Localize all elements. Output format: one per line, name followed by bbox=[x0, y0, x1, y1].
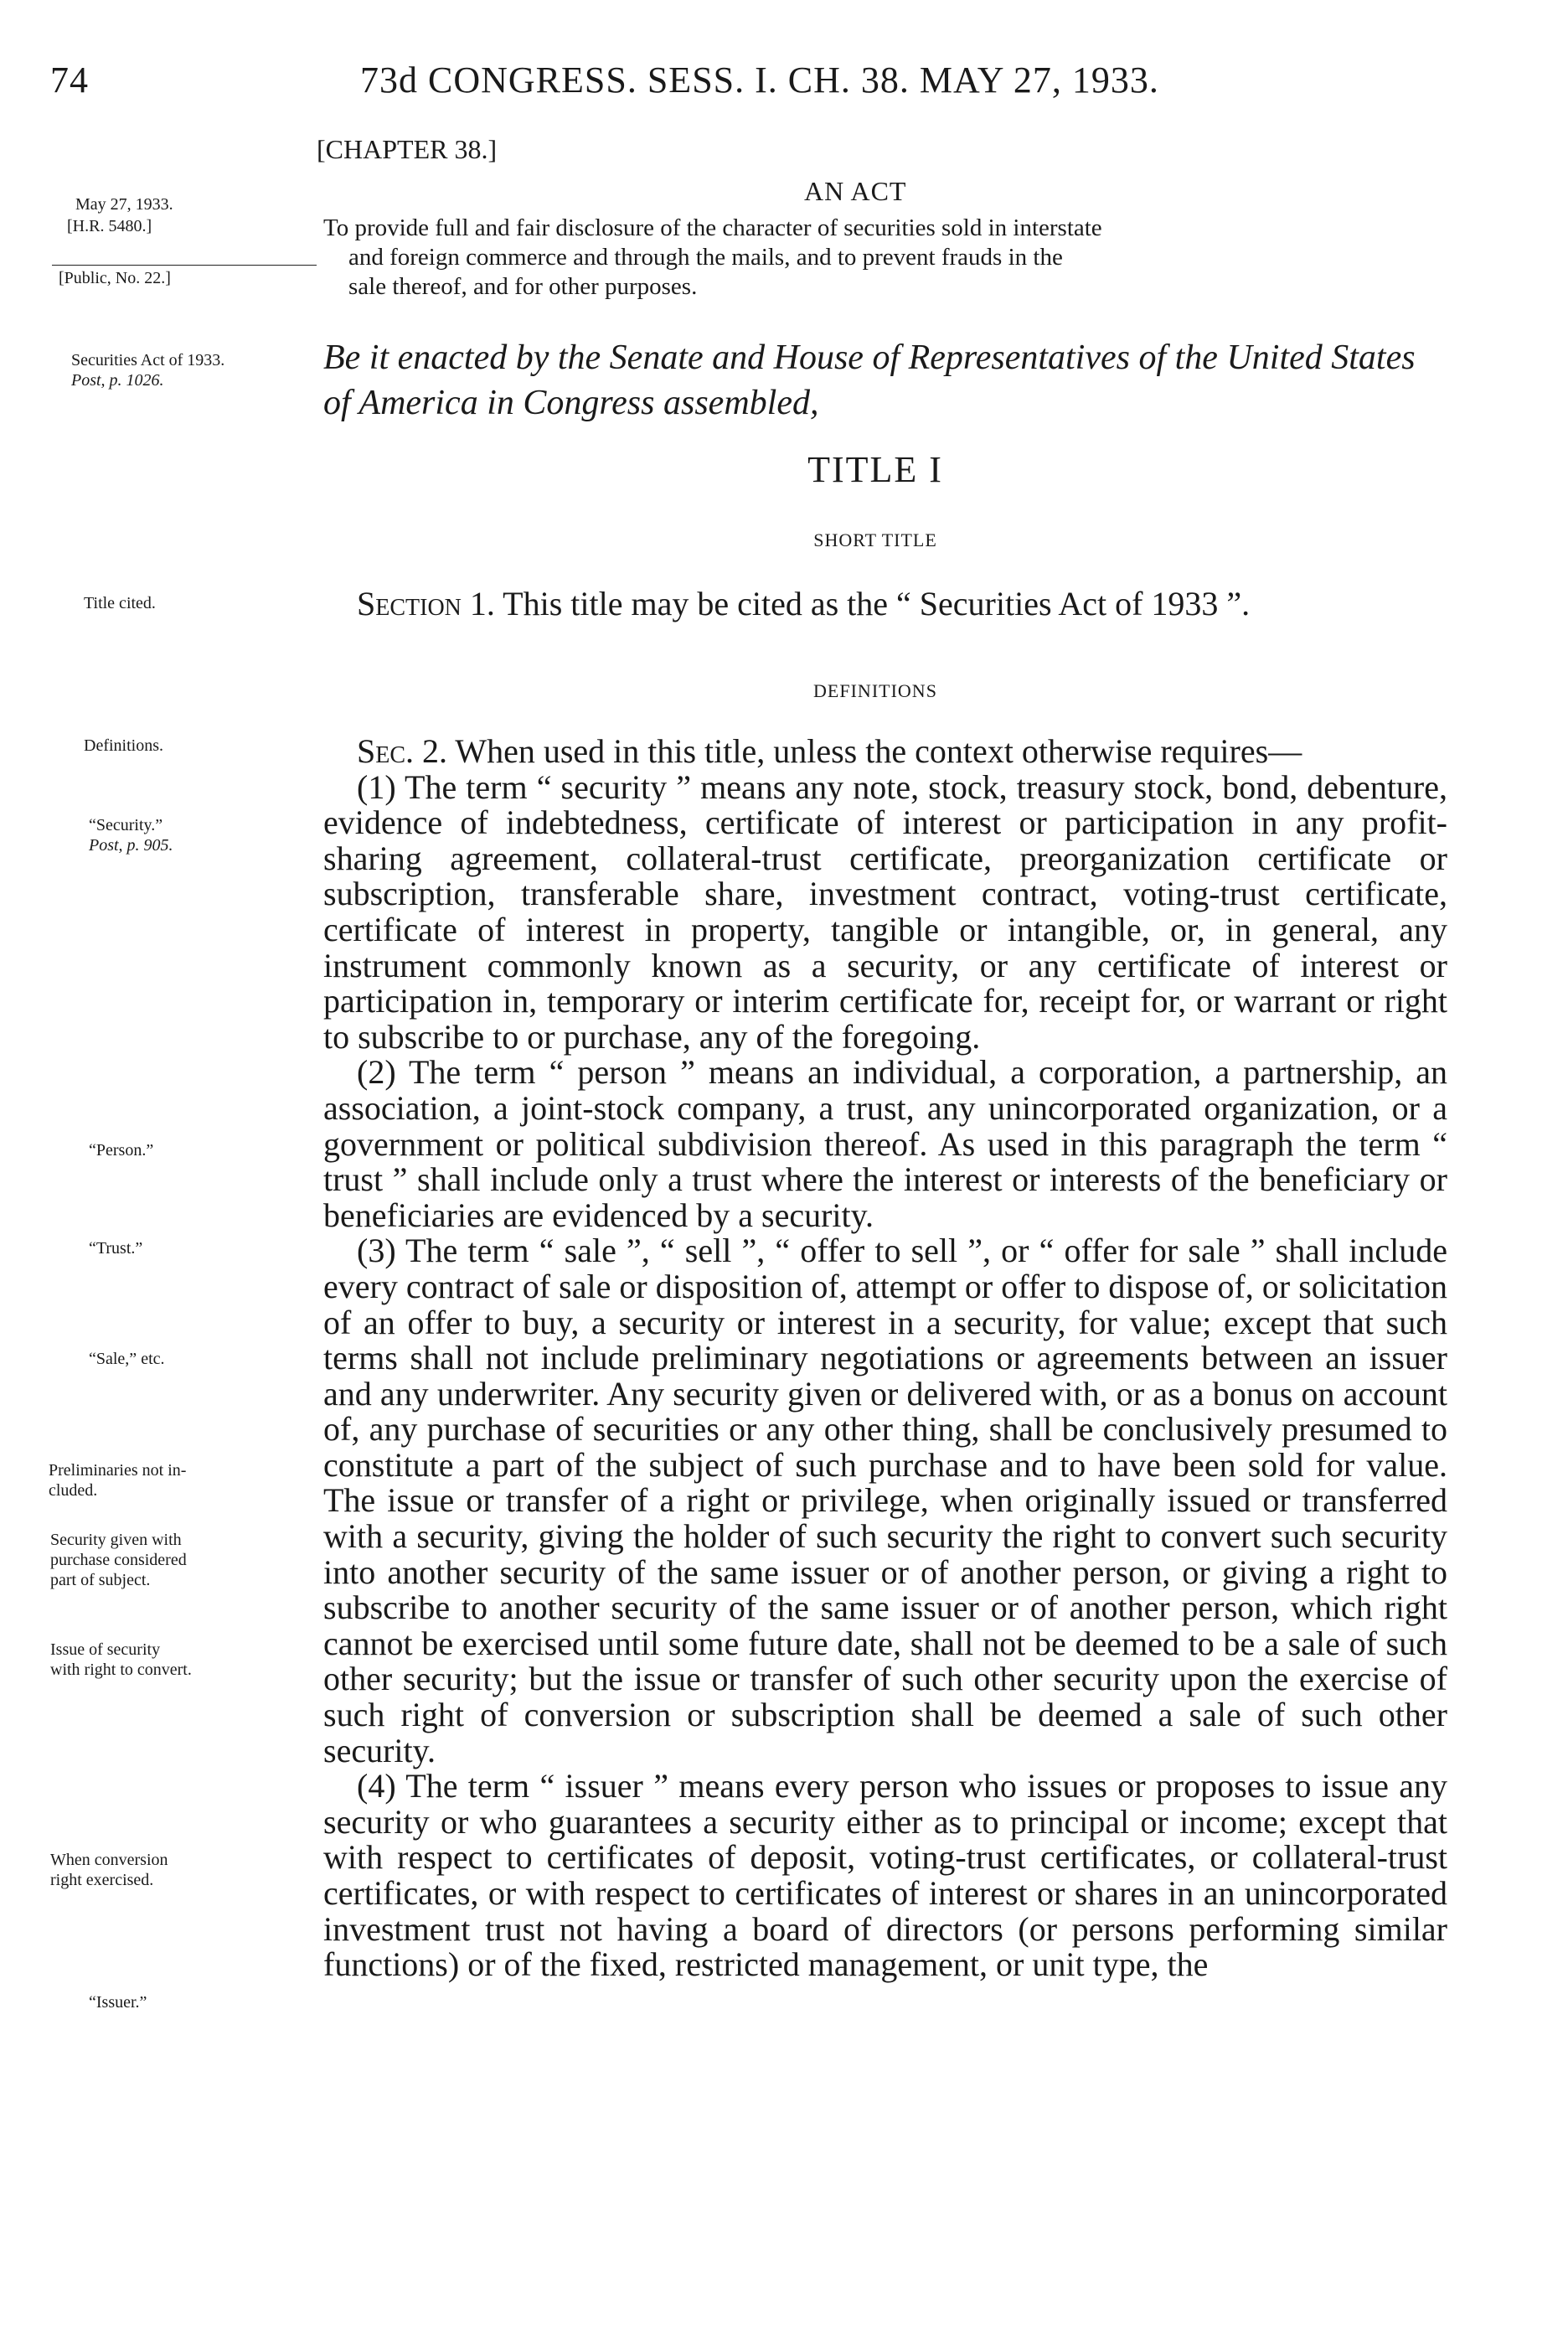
enacting-clause: Be it enacted by the Senate and House of Representatives of the United States of America in Congress assembled, bbox=[323, 338, 1416, 422]
section-intro: 2. When used in this title, unless the context otherwise requires— bbox=[422, 732, 1302, 770]
margin-definitions: Definitions. bbox=[84, 736, 163, 755]
purpose-line: sale thereof, and for other purposes. bbox=[348, 273, 698, 300]
margin-trust: “Trust.” bbox=[89, 1239, 143, 1258]
section-text: 1. This title may be cited as the “ Securities Act of 1933 ”. bbox=[469, 585, 1251, 622]
purpose-line: To provide full and fair disclosure of the character of securities sold in interstate bbox=[323, 214, 1102, 241]
definitions-heading: DEFINITIONS bbox=[813, 680, 937, 701]
margin-convert: Issue of security with right to convert. bbox=[50, 1640, 192, 1679]
paragraph-2: (2) The term “ person ” means an individual, a corporation, a partnership, an association, a joint-stock company, a trust, any unincorporated organization, or a government or political subdivision thereof. As used in this paragraph the term “ trust ” shall include only a trust where the interest or interests of the beneficiary or beneficiaries are evidenced by a security. bbox=[323, 1053, 1447, 1234]
margin-bonus: Security given with purchase considered part of subject. bbox=[50, 1531, 187, 1589]
margin-rule bbox=[52, 265, 317, 266]
chapter-label: [CHAPTER 38.] bbox=[317, 134, 498, 164]
paragraph-3: (3) The term “ sale ”, “ sell ”, “ offer to sell ”, or “ offer for sale ” shall include every contract of sale or disposition of, attempt or offer to dispose of, or solicitation of an offer to buy, a security or interest in a security, for value; except that such terms shall not include preliminary negotiations or agreements between an issuer and any underwriter. Any security given or delivered with, or as a bonus on account of, any purchase of securities or any other thing, shall be conclusively presumed to constitute a part of the subject of such purchase and to have been sold for value. The issue or transfer of a right or privilege, when originally issued or transferred with a security, giving the holder of such security the right to convert such security into another security of the same issuer or of another person, or giving a right to subscribe to another security of the same issuer or of another person, which right cannot be exercised until some future date, shall not be deemed to be a sale of such other security; but the issue or transfer of such other security upon the exercise of such right of conversion or subscription shall be deemed a sale of such other security. bbox=[323, 1232, 1447, 1769]
margin-date: May 27, 1933. bbox=[75, 195, 173, 214]
margin-issuer: “Issuer.” bbox=[89, 1993, 147, 2012]
section-1 bbox=[323, 586, 1447, 622]
page-number: 74 bbox=[50, 59, 89, 101]
margin-person: “Person.” bbox=[89, 1141, 154, 1160]
act-label: AN ACT bbox=[804, 176, 907, 206]
margin-conversion: When conversion right exercised. bbox=[50, 1851, 168, 1889]
running-head: 73d CONGRESS. SESS. I. CH. 38. MAY 27, 1933. bbox=[360, 59, 1159, 101]
section-label: Sec. bbox=[357, 732, 415, 770]
purpose-line: and foreign commerce and through the mails, and to prevent frauds in the bbox=[348, 244, 1063, 271]
margin-act-name: Securities Act of 1933. Post, p. 1026. bbox=[71, 351, 225, 390]
margin-security: “Security.” Post, p. 905. bbox=[89, 816, 173, 855]
section-2 bbox=[323, 734, 1447, 1983]
margin-bill: [H.R. 5480.] bbox=[67, 217, 152, 235]
paragraph-1: (1) The term “ security ” means any note, stock, treasury stock, bond, debenture, evidence of indebtedness, certificate of interest or participation in any profit-sharing agreement, collateral-trust certificate, preorganization certificate or subscription, transferable share, investment contract, voting-trust certificate, certificate of interest in property, tangible or intangible, or, in general, any instrument commonly known as a security, or any certificate of interest or participation in, temporary or interim certificate for, receipt for, or warrant or right to subscribe to or purchase, any of the foregoing. bbox=[323, 767, 1447, 1056]
paragraph-4: (4) The term “ issuer ” means every person who issues or proposes to issue any security or who guarantees a security either as to principal or income; except that with respect to certificates of deposit, voting-trust certificates, or collateral-trust certificates, or with respect to certificates of interest or shares in an unincorporated investment trust not having a board of directors (or persons performing similar functions) or of the fixed, restricted management, or unit type, the bbox=[323, 1767, 1447, 1984]
short-title-heading: SHORT TITLE bbox=[813, 529, 937, 550]
margin-title-cited: Title cited. bbox=[84, 594, 156, 612]
margin-sale: “Sale,” etc. bbox=[89, 1350, 165, 1368]
margin-public: [Public, No. 22.] bbox=[59, 269, 171, 287]
act-purpose bbox=[323, 214, 1446, 302]
section-label: Section bbox=[357, 585, 462, 622]
margin-preliminaries: Preliminaries not in- cluded. bbox=[49, 1461, 187, 1500]
title-heading: TITLE I bbox=[807, 449, 943, 490]
